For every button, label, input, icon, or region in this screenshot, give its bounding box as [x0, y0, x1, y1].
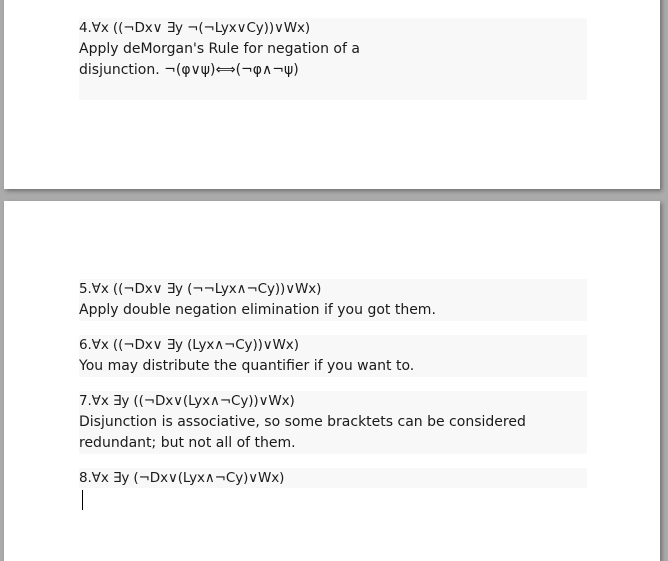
step-6-block [79, 335, 587, 377]
step-4-note-line-2: disjunction. ¬(φ∨ψ)⟺(¬φ∧¬ψ) [79, 62, 299, 78]
step-4-note-line-1: Apply deMorgan's Rule for negation of a [79, 41, 360, 57]
document-page-1 [4, 0, 660, 189]
step-6-note: You may distribute the quantifier if you want to. [79, 358, 415, 374]
step-7-block [79, 391, 587, 454]
text-cursor[interactable] [82, 490, 83, 510]
step-8-formula: 8.∀x ∃y (¬Dx∨(Lyx∧¬Cy)∨Wx) [79, 470, 285, 486]
step-6-formula: 6.∀x ((¬Dx∨ ∃y (Lyx∧¬Cy))∨Wx) [79, 337, 299, 353]
step-7-note-line-2: redundant; but not all of them. [79, 435, 296, 451]
step-5-block [79, 279, 587, 321]
step-7-formula: 7.∀x ∃y ((¬Dx∨(Lyx∧¬Cy))∨Wx) [79, 393, 295, 409]
step-4-formula: 4.∀x ((¬Dx∨ ∃y ¬(¬Lyx∨Cy))∨Wx) [79, 20, 311, 36]
step-4-block [79, 18, 587, 100]
step-7-note-line-1: Disjunction is associative, so some bracktets can be considered [79, 414, 526, 430]
step-5-note: Apply double negation elimination if you got them. [79, 302, 436, 318]
document-page-2[interactable] [4, 201, 660, 561]
step-8-block [79, 468, 587, 488]
step-5-formula: 5.∀x ((¬Dx∨ ∃y (¬¬Lyx∧¬Cy))∨Wx) [79, 281, 322, 297]
